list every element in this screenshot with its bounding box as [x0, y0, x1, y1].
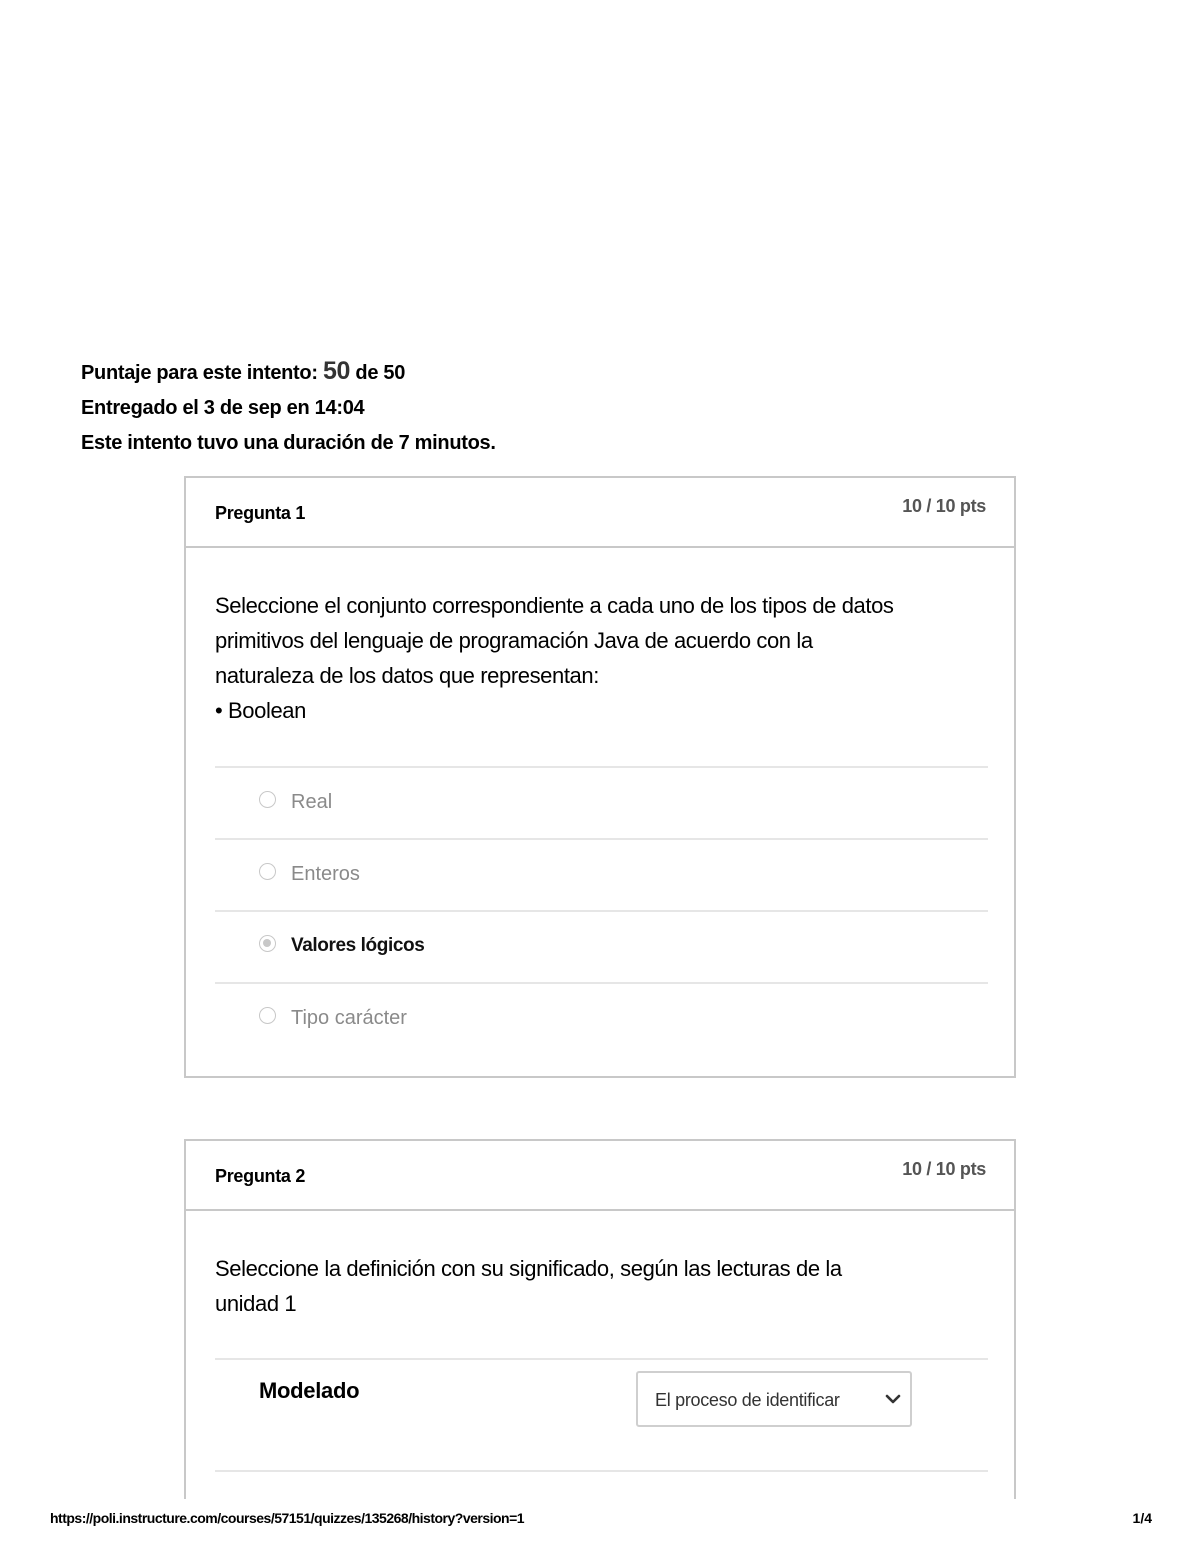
question-card-2 — [184, 1139, 1016, 1499]
footer-page-number: 1/4 — [1132, 1510, 1152, 1526]
question-points: 10 / 10 pts — [902, 496, 986, 516]
score-prefix: Puntaje para este intento: — [81, 362, 323, 384]
radio-button[interactable] — [259, 1007, 276, 1024]
attempt-summary — [81, 354, 496, 461]
select-value: El proceso de identificar — [655, 1390, 840, 1410]
match-row — [215, 1358, 988, 1472]
answer-label: Real — [291, 791, 333, 813]
footer-url: https://poli.instructure.com/courses/57151/quizzes/135268/history?version=1 — [50, 1510, 525, 1526]
question-text-line: Seleccione la definición con su significado, según las lecturas de la — [215, 1256, 842, 1281]
radio-button[interactable] — [259, 791, 276, 808]
question-text — [215, 588, 990, 728]
question-text-line: primitivos del lenguaje de programación Java de acuerdo con la — [215, 628, 813, 653]
answer-option[interactable] — [215, 910, 988, 982]
match-term: Modelado — [259, 1378, 360, 1403]
radio-button[interactable] — [259, 863, 276, 880]
score-value: 50 — [322, 357, 351, 385]
question-text-line: naturaleza de los datos que representan: — [215, 663, 599, 688]
answer-option[interactable] — [215, 766, 988, 838]
answer-list — [215, 766, 988, 1054]
chevron-down-icon — [884, 1390, 902, 1408]
score-suffix: de 50 — [350, 362, 406, 384]
question-header — [186, 1141, 1014, 1211]
answer-label: Tipo carácter — [291, 1007, 407, 1029]
answer-label: Enteros — [291, 863, 360, 885]
question-text-line: Seleccione el conjunto correspondiente a cada uno de los tipos de datos — [215, 593, 894, 618]
duration-line: Este intento tuvo una duración de 7 minutos. — [81, 432, 496, 454]
question-points: 10 / 10 pts — [902, 1159, 986, 1179]
question-text-line: unidad 1 — [215, 1291, 297, 1316]
question-text — [215, 1251, 990, 1321]
question-text-line: • Boolean — [215, 698, 306, 723]
answer-option[interactable] — [215, 838, 988, 910]
submitted-line: Entregado el 3 de sep en 14:04 — [81, 397, 365, 419]
question-title: Pregunta 2 — [215, 1166, 306, 1186]
definition-select[interactable] — [636, 1371, 912, 1427]
score-line — [81, 354, 496, 391]
answer-label: Valores lógicos — [291, 935, 425, 956]
question-title: Pregunta 1 — [215, 503, 306, 523]
answer-option[interactable] — [215, 982, 988, 1054]
radio-button-selected[interactable] — [259, 935, 276, 952]
question-header — [186, 478, 1014, 548]
question-card-1 — [184, 476, 1016, 1078]
